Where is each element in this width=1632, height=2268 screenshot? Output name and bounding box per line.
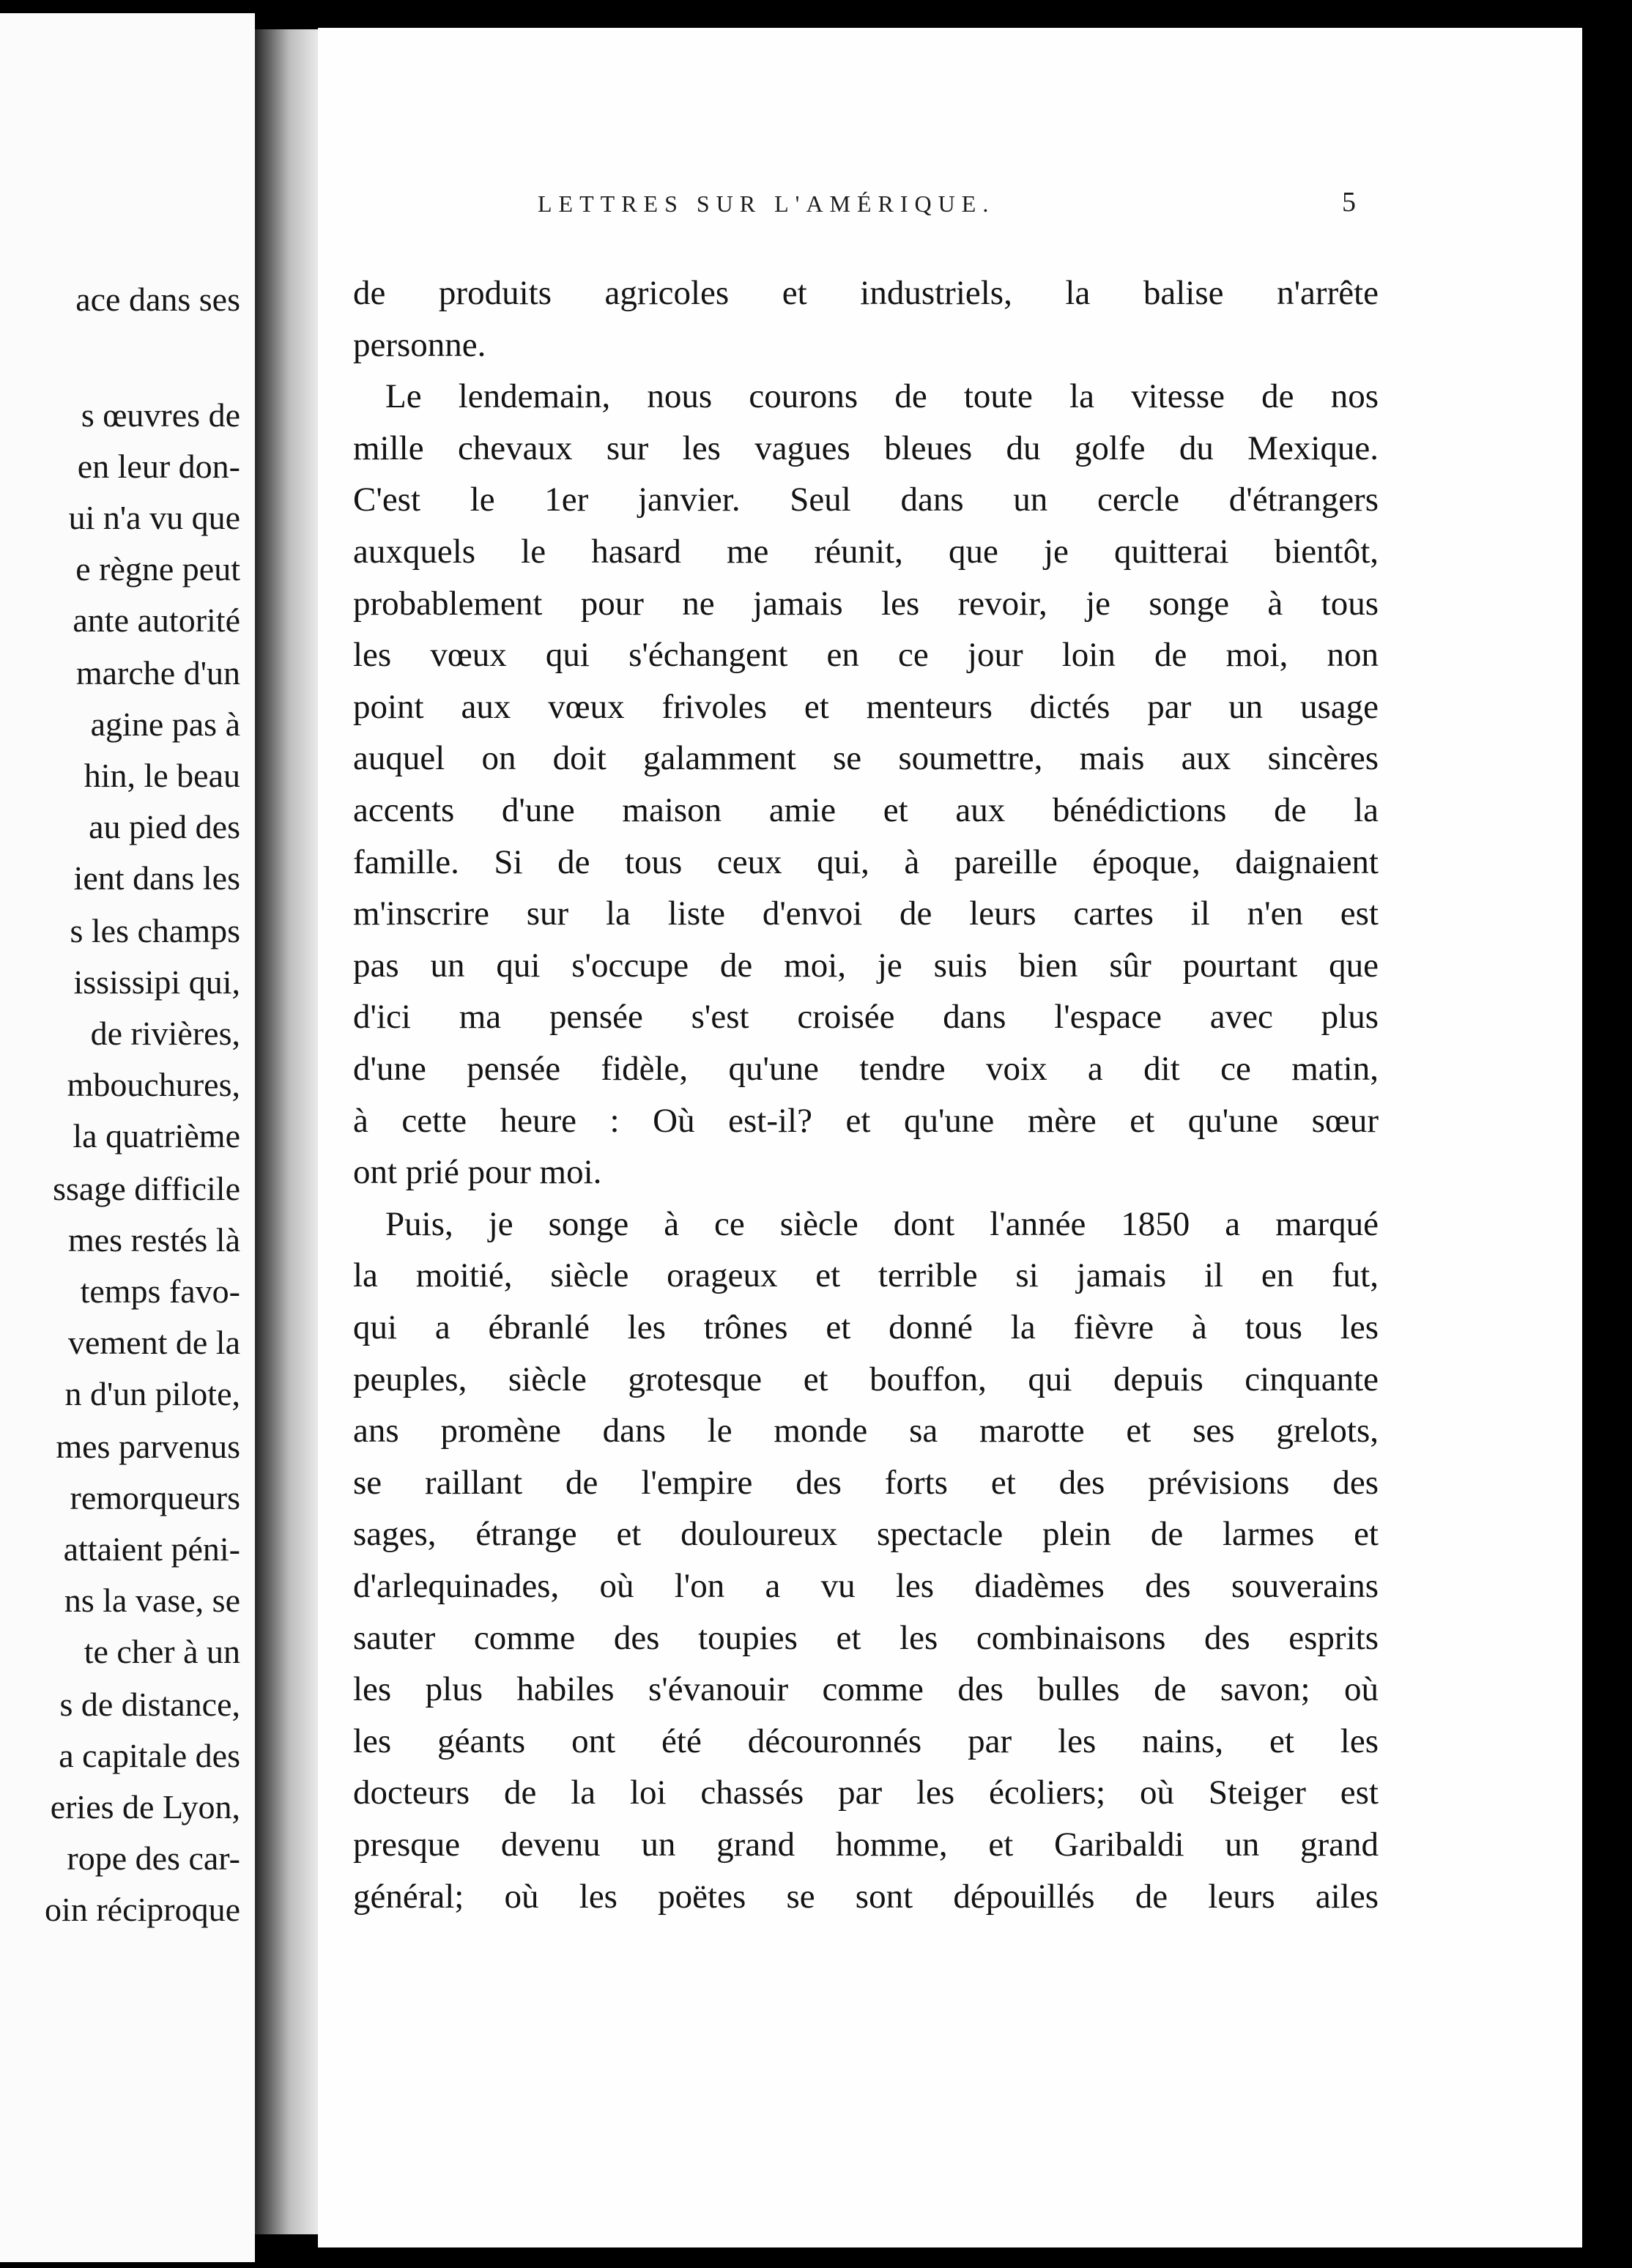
body-text-line: d'arlequinades, où l'on a vu les diadèmes des souverains [353,1567,1379,1605]
left-page-line: ns la vase, se [64,1582,240,1619]
left-page-line: marche d'un [75,654,240,692]
body-text-line: presque devenu un grand homme, et Garibaldi un grand [353,1826,1379,1864]
body-text-line: d'ici ma pensée s'est croisée dans l'espace avec plus [353,998,1379,1037]
body-text-line: qui a ébranlé les trônes et donné la fièvre à tous les [353,1308,1379,1346]
left-page-line: mes parvenus [56,1428,240,1465]
body-text-line: les plus habiles s'évanouir comme des bulles de savon; où [353,1670,1379,1709]
body-text-line: personne. [353,325,486,364]
body-text-line: Puis, je songe à ce siècle dont l'année 1850 a marqué [385,1204,1379,1243]
left-page-line: n d'un pilote, [64,1375,240,1412]
left-page-line: a capitale des [59,1737,240,1774]
left-page-line: s les champs [70,912,240,949]
previous-page [0,13,255,2262]
body-text-line: pas un qui s'occupe de moi, je suis bien sûr pourtant que [353,946,1379,985]
left-page-line: ace dans ses [75,281,240,318]
left-page-line: s de distance, [59,1686,240,1723]
body-text-line: accents d'une maison amie et aux bénédictions de la [353,791,1379,829]
body-text-line: C'est le 1er janvier. Seul dans un cercle d'étrangers [353,481,1379,519]
current-page [318,28,1582,2247]
left-page-line: la quatrième [73,1117,240,1155]
book-gutter-shadow [255,29,318,2234]
body-text-line: peuples, siècle grotesque et bouffon, qui depuis cinquante [353,1360,1379,1398]
body-text-line: Le lendemain, nous courons de toute la vitesse de nos [385,377,1379,416]
left-page-line: vement de la [67,1324,240,1361]
left-page-line: ui n'a vu que [68,499,240,536]
body-text-line: probablement pour ne jamais les revoir, je songe à tous [353,584,1379,623]
left-page-line: mbouchures, [67,1066,240,1103]
left-page-line: ississipi qui, [73,963,240,1001]
left-page-line: te cher à un [84,1633,240,1670]
body-text-line: mille chevaux sur les vagues bleues du golfe du Mexique. [353,429,1379,467]
left-page-line: en leur don- [77,448,240,485]
left-page-line: remorqueurs [70,1479,240,1516]
body-text-line: la moitié, siècle orageux et terrible si jamais il en fut, [353,1256,1379,1295]
body-text-line: ans promène dans le monde sa marotte et ses grelots, [353,1412,1379,1450]
left-page-line: eries de Lyon, [50,1788,240,1826]
body-text-line: sauter comme des toupies et les combinaisons des esprits [353,1618,1379,1657]
left-page-line: de rivières, [90,1015,240,1052]
left-page-line: e règne peut [75,550,240,588]
page-number: 5 [1342,187,1356,218]
left-page-line: temps favo- [80,1272,240,1310]
left-page-line: ante autorité [73,601,240,639]
left-page-line: mes restés là [67,1221,240,1259]
body-text-line: de produits agricoles et industriels, la balise n'arrête [353,274,1379,312]
body-text-line: m'inscrire sur la liste d'envoi de leurs cartes il n'en est [353,894,1379,933]
left-page-line: ssage difficile [53,1170,240,1207]
body-text-line: auquel on doit galamment se soumettre, mais aux sincères [353,739,1379,778]
left-page-line: oin réciproque [45,1891,240,1928]
body-text-line: famille. Si de tous ceux qui, à pareille époque, daignaient [353,842,1379,881]
left-page-line: s œuvres de [81,396,240,434]
body-text-line: les vœux qui s'échangent en ce jour loin de moi, non [353,636,1379,675]
body-text-line: auxquels le hasard me réunit, que je quitterai bientôt, [353,533,1379,571]
body-text-line: se raillant de l'empire des forts et des prévisions des [353,1463,1379,1502]
body-text-line: docteurs de la loi chassés par les écoliers; où Steiger est [353,1774,1379,1812]
running-head: LETTRES SUR L'AMÉRIQUE. [538,190,995,217]
left-page-line: ient dans les [73,859,240,897]
body-text-line: à cette heure : Où est-il? et qu'une mère et qu'une sœur [353,1101,1379,1140]
body-text-line: sages, étrange et douloureux spectacle plein de larmes et [353,1515,1379,1554]
left-page-line: rope des car- [67,1839,240,1877]
left-page-line: au pied des [89,808,240,845]
left-page-line: hin, le beau [84,757,240,794]
left-page-line: attaient péni- [63,1530,240,1568]
body-text-line: point aux vœux frivoles et menteurs dictés par un usage [353,687,1379,726]
body-text-line: ont prié pour moi. [353,1153,602,1192]
body-text-line: d'une pensée fidèle, qu'une tendre voix a dit ce matin, [353,1050,1379,1088]
body-text-line: général; où les poëtes se sont dépouillés de leurs ailes [353,1877,1379,1916]
left-page-line: agine pas à [90,705,240,743]
body-text-line: les géants ont été découronnés par les nains, et les [353,1722,1379,1760]
